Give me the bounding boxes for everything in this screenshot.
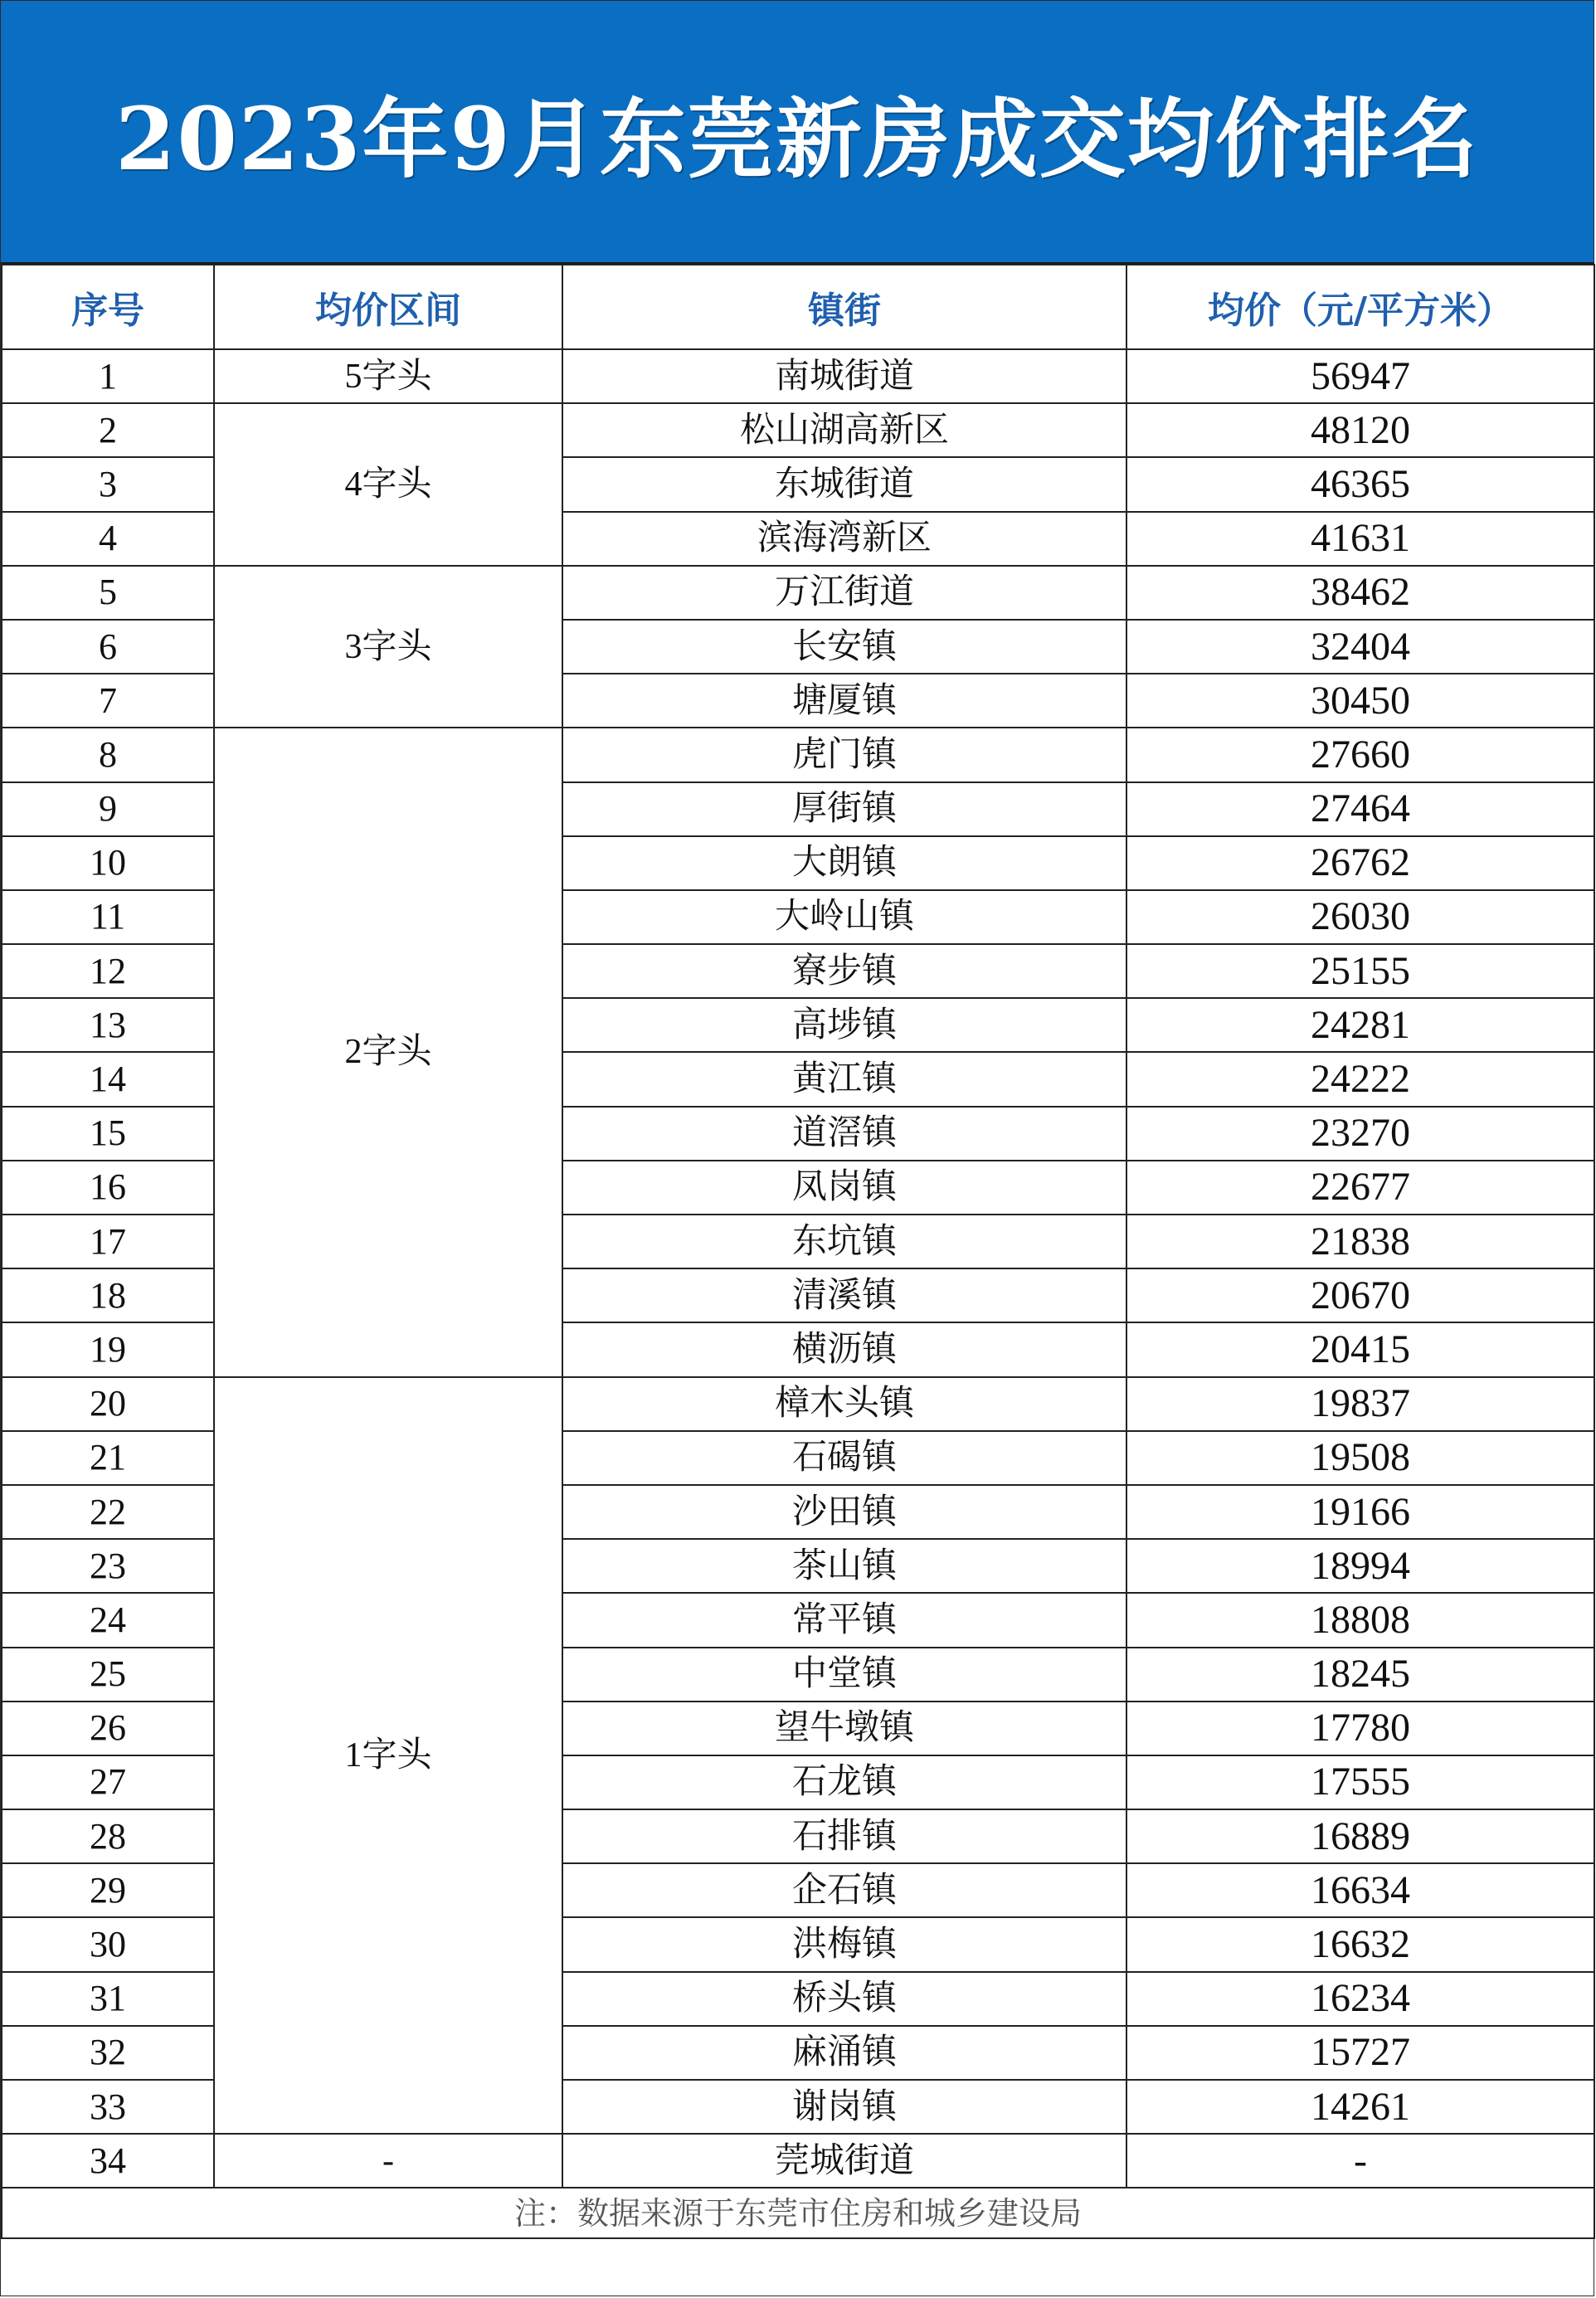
rank-cell: 11 [2,890,214,944]
note-row [2,2188,1594,2238]
price-cell: 17555 [1126,1755,1594,1809]
rank-cell: 7 [2,674,214,728]
town-cell: 道滘镇 [562,1107,1126,1161]
table-row [2,403,1594,457]
rank-cell: 23 [2,1539,214,1593]
title-banner [1,1,1594,264]
price-cell: 23270 [1126,1107,1594,1161]
rank-cell: 19 [2,1322,214,1376]
price-cell: 22677 [1126,1161,1594,1215]
header-price: 均价（元/平方米） [1126,265,1594,349]
table-row [2,349,1594,403]
town-cell: 石碣镇 [562,1431,1126,1485]
town-cell: 大岭山镇 [562,890,1126,944]
town-cell: 大朗镇 [562,836,1126,890]
rank-cell: 6 [2,620,214,674]
range-cell: - [214,2134,562,2188]
price-cell: 38462 [1126,566,1594,620]
table-row [2,566,1594,620]
town-cell: 常平镇 [562,1593,1126,1647]
price-cell: - [1126,2134,1594,2188]
rank-cell: 8 [2,728,214,781]
town-cell: 长安镇 [562,620,1126,674]
rank-cell: 20 [2,1377,214,1431]
range-cell: 4字头 [214,403,562,566]
town-cell: 凤岗镇 [562,1161,1126,1215]
price-cell: 30450 [1126,674,1594,728]
town-cell: 松山湖高新区 [562,403,1126,457]
town-cell: 东坑镇 [562,1215,1126,1268]
rank-cell: 16 [2,1161,214,1215]
town-cell: 中堂镇 [562,1648,1126,1702]
rank-cell: 34 [2,2134,214,2188]
town-cell: 南城街道 [562,349,1126,403]
rank-cell: 12 [2,944,214,998]
rank-cell: 1 [2,349,214,403]
page-title: 2023年9月东莞新房成交均价排名 [115,87,1479,190]
header-town: 镇街 [562,265,1126,349]
rank-cell: 3 [2,457,214,511]
town-cell: 高埗镇 [562,998,1126,1052]
town-cell: 厚街镇 [562,782,1126,836]
table-row [2,728,1594,781]
rank-cell: 15 [2,1107,214,1161]
price-cell: 41631 [1126,512,1594,566]
price-cell: 14261 [1126,2080,1594,2134]
town-cell: 寮步镇 [562,944,1126,998]
rank-cell: 4 [2,512,214,566]
price-cell: 26762 [1126,836,1594,890]
price-cell: 27660 [1126,728,1594,781]
rank-cell: 21 [2,1431,214,1485]
price-cell: 20670 [1126,1268,1594,1322]
price-cell: 16889 [1126,1809,1594,1863]
price-cell: 24281 [1126,998,1594,1052]
rank-cell: 17 [2,1215,214,1268]
town-cell: 虎门镇 [562,728,1126,781]
town-cell: 黄江镇 [562,1052,1126,1106]
town-cell: 清溪镇 [562,1268,1126,1322]
town-cell: 沙田镇 [562,1485,1126,1539]
rank-cell: 5 [2,566,214,620]
rank-cell: 31 [2,1972,214,2026]
price-cell: 18245 [1126,1648,1594,1702]
header-range: 均价区间 [214,265,562,349]
town-cell: 石龙镇 [562,1755,1126,1809]
price-cell: 48120 [1126,403,1594,457]
price-cell: 20415 [1126,1322,1594,1376]
town-cell: 石排镇 [562,1809,1126,1863]
price-cell: 18808 [1126,1593,1594,1647]
price-cell: 19166 [1126,1485,1594,1539]
price-cell: 15727 [1126,2026,1594,2080]
rank-cell: 29 [2,1863,214,1917]
header-row [2,265,1594,349]
rank-cell: 30 [2,1917,214,1971]
range-cell: 1字头 [214,1377,562,2135]
rank-cell: 13 [2,998,214,1052]
town-cell: 洪梅镇 [562,1917,1126,1971]
rank-cell: 18 [2,1268,214,1322]
rank-cell: 33 [2,2080,214,2134]
rank-cell: 14 [2,1052,214,1106]
town-cell: 谢岗镇 [562,2080,1126,2134]
town-cell: 塘厦镇 [562,674,1126,728]
town-cell: 茶山镇 [562,1539,1126,1593]
town-cell: 望牛墩镇 [562,1702,1126,1755]
price-cell: 18994 [1126,1539,1594,1593]
source-note: 注：数据来源于东莞市住房和城乡建设局 [2,2188,1594,2238]
town-cell: 横沥镇 [562,1322,1126,1376]
range-cell: 3字头 [214,566,562,728]
rank-cell: 28 [2,1809,214,1863]
price-cell: 17780 [1126,1702,1594,1755]
town-cell: 企石镇 [562,1863,1126,1917]
price-cell: 32404 [1126,620,1594,674]
header-rank: 序号 [2,265,214,349]
rank-cell: 22 [2,1485,214,1539]
town-cell: 麻涌镇 [562,2026,1126,2080]
town-cell: 樟木头镇 [562,1377,1126,1431]
rank-cell: 24 [2,1593,214,1647]
town-cell: 莞城街道 [562,2134,1126,2188]
price-cell: 19837 [1126,1377,1594,1431]
range-cell: 5字头 [214,349,562,403]
table-body [2,349,1594,2188]
rank-cell: 2 [2,403,214,457]
range-cell: 2字头 [214,728,562,1376]
town-cell: 万江街道 [562,566,1126,620]
rank-cell: 26 [2,1702,214,1755]
rank-cell: 25 [2,1648,214,1702]
rank-cell: 9 [2,782,214,836]
rank-cell: 32 [2,2026,214,2080]
price-cell: 21838 [1126,1215,1594,1268]
price-cell: 24222 [1126,1052,1594,1106]
price-cell: 25155 [1126,944,1594,998]
price-cell: 16634 [1126,1863,1594,1917]
price-cell: 26030 [1126,890,1594,944]
table-row [2,1377,1594,1431]
town-cell: 东城街道 [562,457,1126,511]
table-row [2,2134,1594,2188]
price-cell: 56947 [1126,349,1594,403]
town-cell: 滨海湾新区 [562,512,1126,566]
rank-cell: 10 [2,836,214,890]
price-cell: 46365 [1126,457,1594,511]
rank-cell: 27 [2,1755,214,1809]
town-cell: 桥头镇 [562,1972,1126,2026]
price-cell: 16632 [1126,1917,1594,1971]
price-cell: 27464 [1126,782,1594,836]
price-cell: 19508 [1126,1431,1594,1485]
price-ranking-table [1,264,1595,2239]
price-cell: 16234 [1126,1972,1594,2026]
